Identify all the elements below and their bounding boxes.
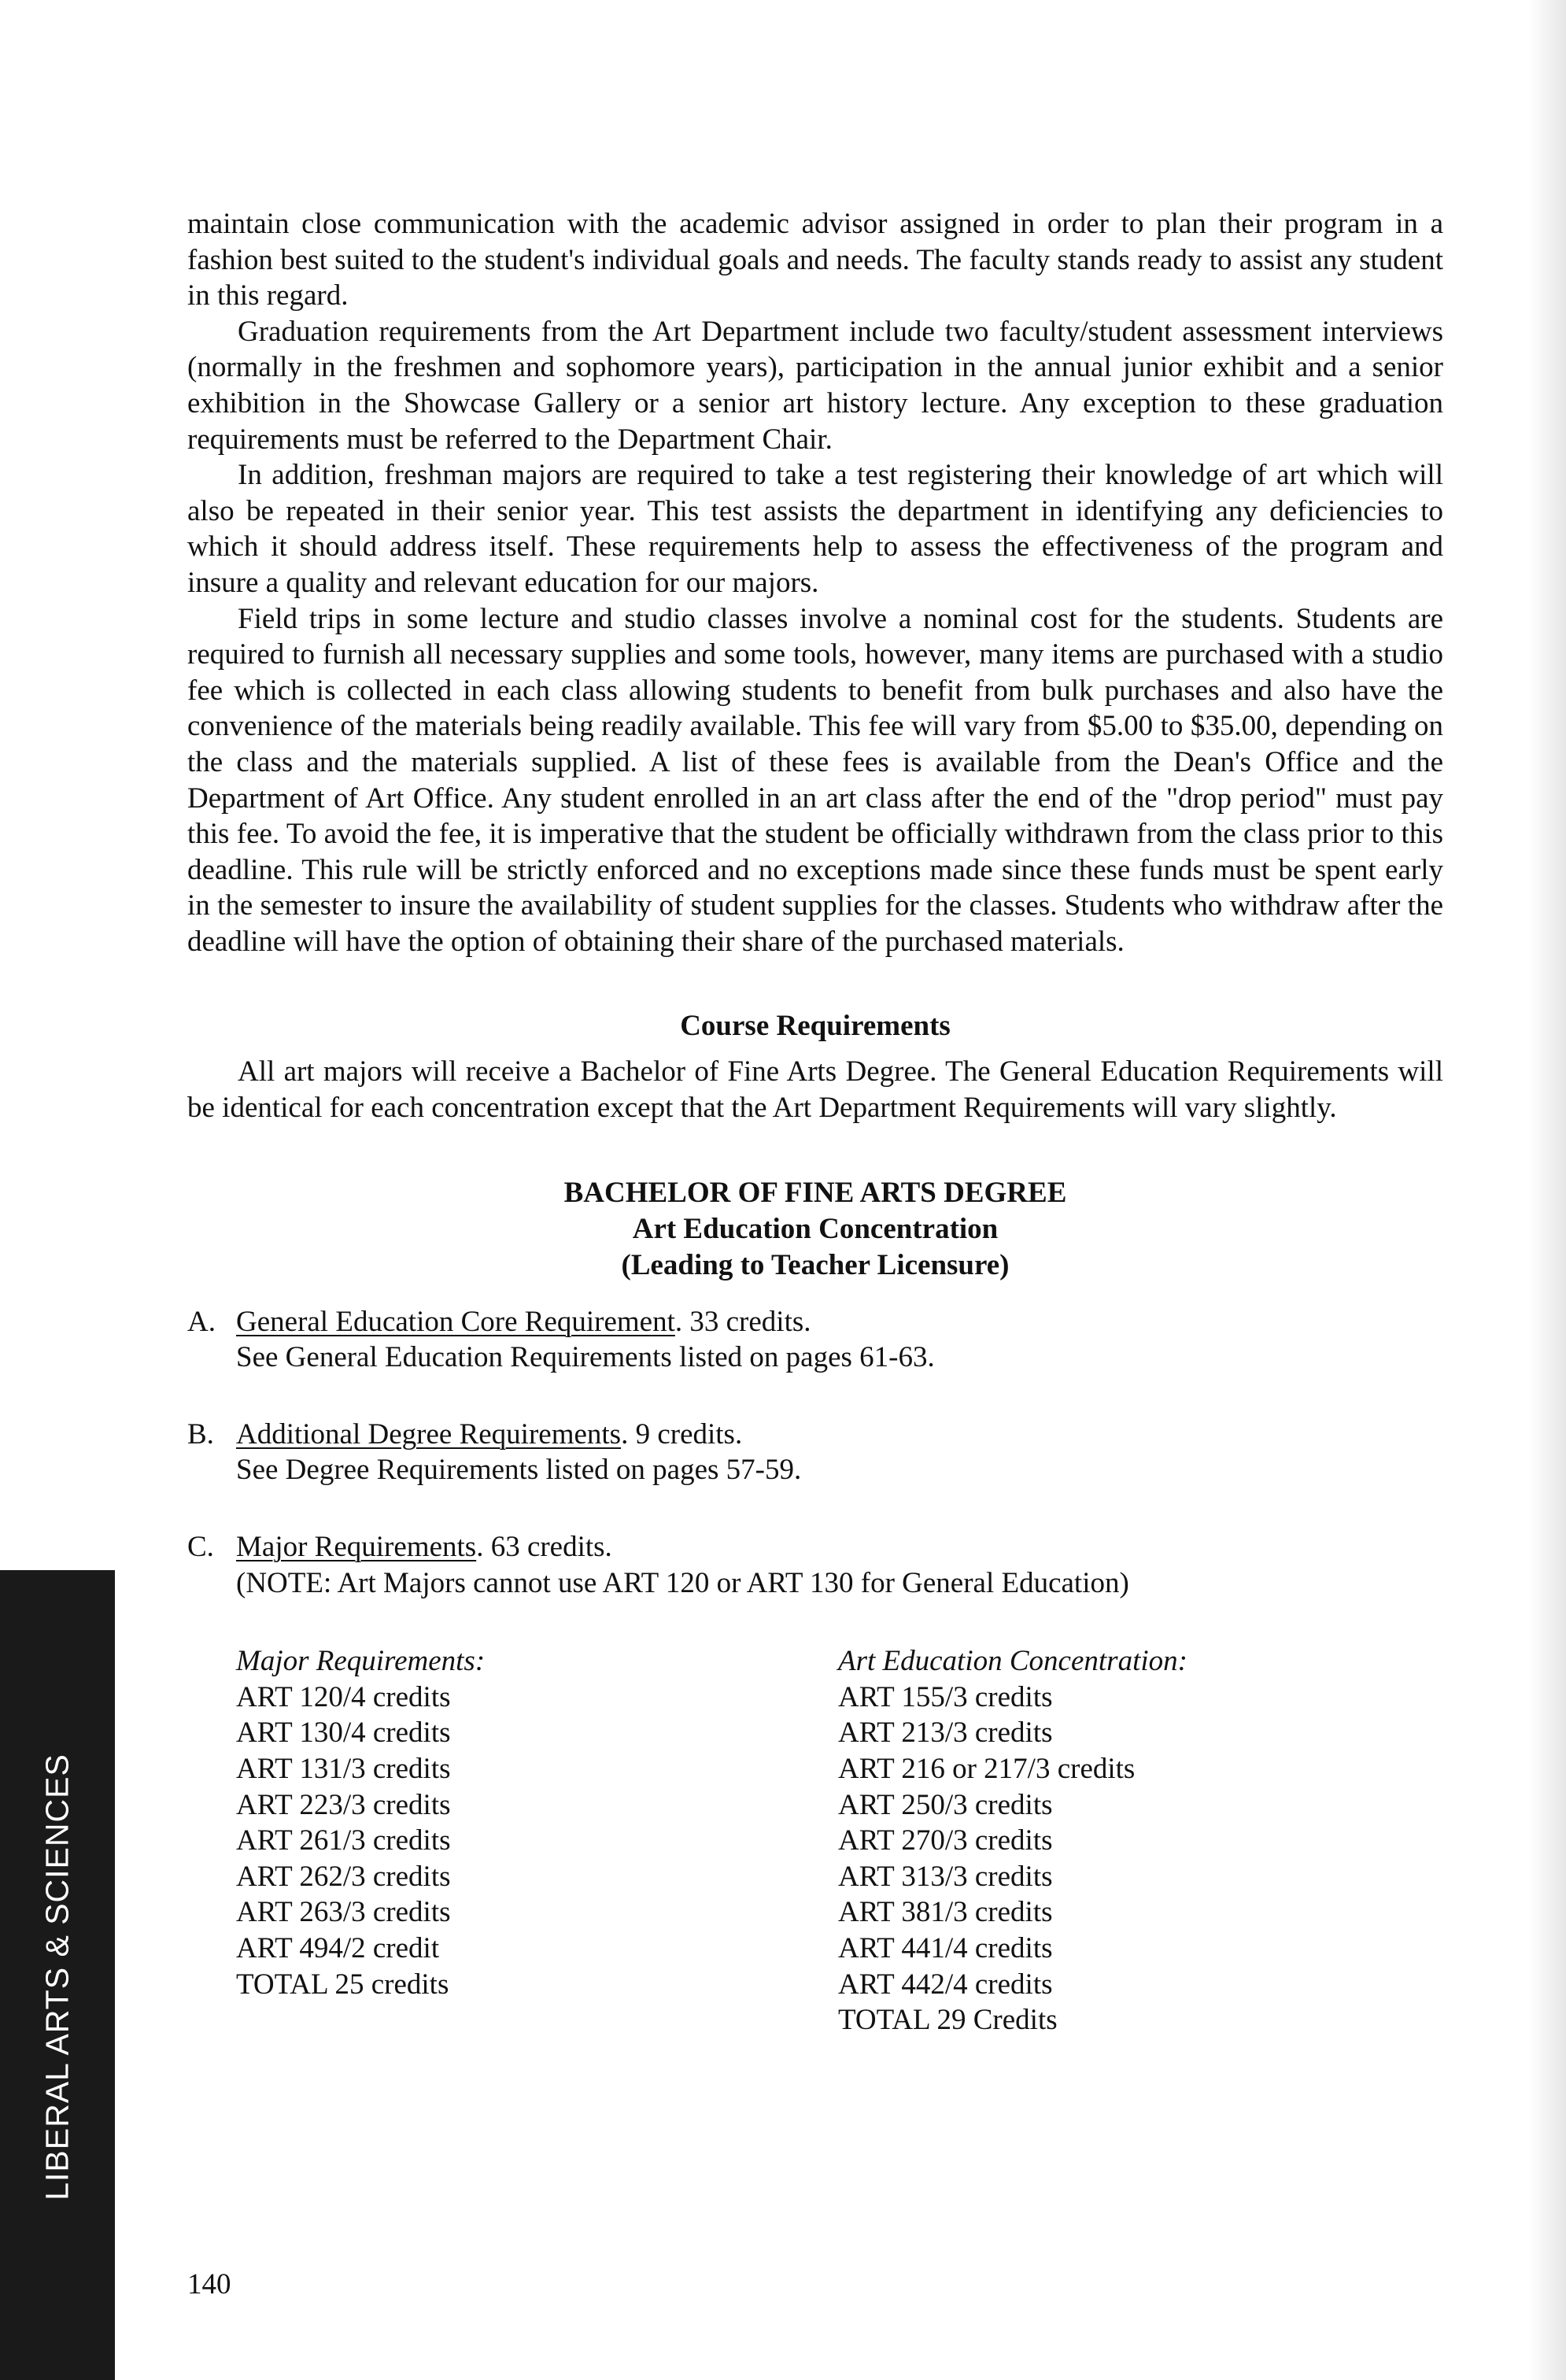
course-lists [187,1643,1443,2038]
list-item: ART 261/3 credits [236,1824,451,1857]
requirement-a [187,1304,1443,1376]
requirement-a-letter: A. [187,1305,216,1338]
list-item: ART 155/3 credits [838,1680,1053,1713]
list-item: ART 130/4 credits [236,1717,451,1750]
requirement-c-note: (NOTE: Art Majors cannot use ART 120 or ART 130 for General Education) [236,1566,1129,1599]
course-requirements-text: All art majors will receive a Bachelor of Fine Arts Degree. The General Education Requirements will be identical for each concentration except that the Art Department Requirements will vary slightly. [187,1055,1443,1125]
requirement-b [187,1417,1443,1488]
requirement-c-letter: C. [187,1531,214,1564]
requirement-a-credits: . 33 credits. [674,1305,811,1338]
requirement-a-title: General Education Core Requirement [236,1305,675,1338]
list-item: ART 213/3 credits [838,1717,1053,1750]
page-number: 140 [187,2268,231,2301]
paragraph-graduation-requirements: Graduation requirements from the Art Department include two faculty/student assessment interviews (normally in the freshmen and sophomore years), participation in the annual junior exhibit and a senior exhibition in the Showcase Gallery or a senior art history lecture. Any exception to these graduation requirements must be referred to the Department Chair. [187,315,1443,456]
degree-heading-block [187,1175,1443,1284]
major-requirements-column [236,1643,838,2038]
major-total: TOTAL 25 credits [236,1968,449,2001]
list-item: ART 262/3 credits [236,1860,451,1893]
list-item: ART 223/3 credits [236,1788,451,1821]
major-requirements-heading: Major Requirements: [236,1645,486,1678]
list-item: ART 441/4 credits [838,1931,1053,1964]
list-item: ART 250/3 credits [838,1788,1053,1821]
degree-title: BACHELOR OF FINE ARTS DEGREE [563,1176,1067,1209]
requirement-c [187,1529,1443,1601]
list-item: ART 442/4 credits [838,1968,1053,2001]
degree-concentration: Art Education Concentration [632,1212,999,1245]
requirement-b-note: See Degree Requirements listed on pages 57-59. [236,1454,802,1487]
section-side-tab-label: LIBERAL ARTS & SCIENCES [39,1754,76,2201]
list-item: ART 381/3 credits [838,1896,1053,1929]
requirement-a-note: See General Education Requirements listed on pages 61-63. [236,1341,935,1374]
paragraph-advising: maintain close communication with the academic advisor assigned in order to plan their program in a fashion best suited to the student's individual goals and needs. The faculty stands ready to assist any student in this regard. [187,208,1443,312]
paragraph-studio-fees: Field trips in some lecture and studio classes involve a nominal cost for the students. Students are required to furnish all necessary supplies and some tools, however, many items are purchased with a studio fee which is collected in each class allowing students to benefit from bulk purchases and also have the convenience of the materials being readily available. This fee will vary from $5.00 to $35.00, depending on the class and the materials supplied. A list of these fees is available from the Dean's Office and the Department of Art Office. Any student enrolled in an art class after the end of the "drop period" must pay this fee. To avoid the fee, it is imperative that the student be officially withdrawn from the class prior to this deadline. This rule will be strictly enforced and no exceptions made since these funds must be spent early in the semester to insure the availability of student supplies for the classes. Students who withdraw after the deadline will have the option of obtaining their share of the purchased materials. [187,602,1443,958]
paragraph-freshman-test: In addition, freshman majors are required to take a test registering their knowledge of art which will also be repeated in their senior year. This test assists the department in identifying any deficiencies to which it should address itself. These requirements help to assess the effectiveness of the program and insure a quality and relevant education for our majors. [187,459,1443,599]
degree-licensure: (Leading to Teacher Licensure) [621,1248,1010,1281]
concentration-column [838,1643,1440,2038]
list-item: ART 270/3 credits [838,1824,1053,1857]
concentration-heading: Art Education Concentration: [838,1645,1187,1678]
page-content [187,206,1443,2038]
requirement-b-credits: . 9 credits. [621,1417,743,1451]
requirement-b-letter: B. [187,1417,214,1451]
list-item: ART 120/4 credits [236,1680,451,1713]
concentration-total: TOTAL 29 Credits [838,2004,1058,2037]
course-requirements-heading: Course Requirements [680,1010,951,1043]
requirement-b-title: Additional Degree Requirements [236,1417,622,1451]
list-item: ART 131/3 credits [236,1753,451,1785]
list-item: ART 216 or 217/3 credits [838,1753,1136,1785]
requirement-c-title: Major Requirements [236,1531,477,1564]
list-item: ART 494/2 credit [236,1931,440,1964]
list-item: ART 313/3 credits [838,1860,1053,1893]
list-item: ART 263/3 credits [236,1896,451,1929]
requirement-c-credits: . 63 credits. [476,1531,612,1564]
page-edge-shadow [1528,0,1566,2380]
